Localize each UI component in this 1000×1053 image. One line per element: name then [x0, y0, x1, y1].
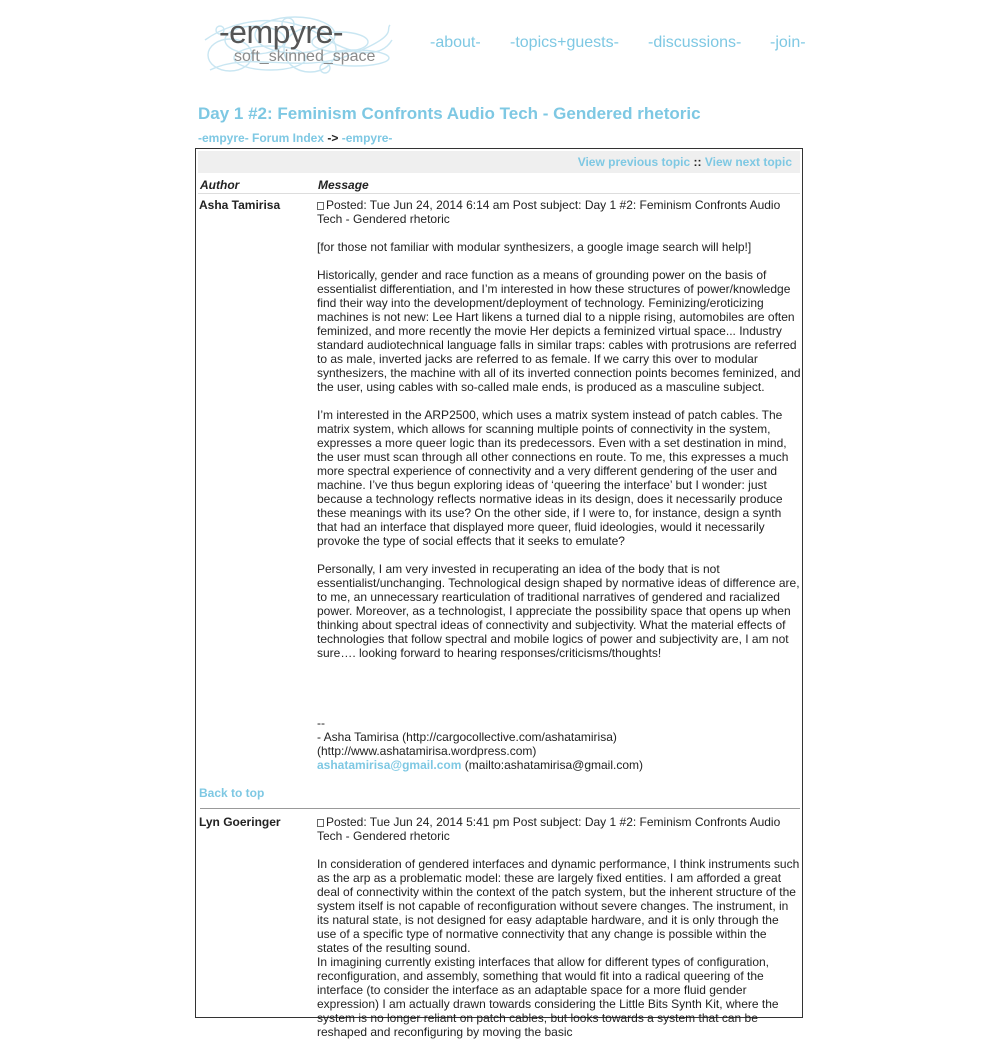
breadcrumb-forum-index[interactable]: -empyre- Forum Index: [198, 131, 325, 145]
post: [196, 815, 802, 1039]
nav-about-link[interactable]: -about-: [430, 34, 481, 51]
post-author: Lyn Goeringer: [199, 815, 281, 829]
post-paragraph: I’m interested in the ARP2500, which uses a matrix system instead of patch cables. The matrix system, which allows for scanning multiple points of connectivity in the system, expresses a more queer logic than its predecessors. Even with a set destination in mind, the user must scan through all other connections en route. To me, this expresses a much more spectral experience of connectivity and a very different gendering of the user and machine. I’ve thus begun exploring ideas of ‘queering the interface’ but I wonder: just because a technology reflects normative ideas in its design, does it necessarily produce these meanings with its use? On the other side, if I were to, for instance, design a synth that had an interface that displayed more queer, fluid ideologies, would it necessarily provoke the type of social effects that it seeks to emulate?: [317, 408, 789, 548]
view-next-topic-link[interactable]: View next topic: [704, 155, 792, 169]
signature: [317, 716, 801, 772]
site-logo[interactable]: [200, 10, 395, 80]
post-paragraph: In consideration of gendered interfaces and dynamic performance, I think instruments such as the arp as a problematic model: these are largely fixed entities. I am afforded a great deal of connectivity within the context of the patch system, but the inherent structure of the system itself is not capable of reconfiguration without severe changes. The instrument, in its natural state, is not designed for easy adaptable hardware, and it is only through the use of a specific type of normative connectivity that any change is possible within the states of the resulting sound.: [317, 857, 800, 955]
post-date-subject: Posted: Tue Jun 24, 2014 5:41 pm Post subject: Day 1 #2: Feminism Confronts Audio Tech - Gendered rhetoric: [317, 815, 781, 843]
view-previous-topic-link[interactable]: View previous topic: [577, 155, 691, 169]
post-author: Asha Tamirisa: [199, 198, 281, 212]
post-spacer-block: [317, 674, 801, 716]
signature-line: - Asha Tamirisa (http://cargocollective.com/ashatamirisa) (http://www.ashatamirisa.wordpress.com): [317, 730, 617, 758]
column-header-author: Author: [200, 178, 240, 192]
topic-container: [195, 148, 803, 1039]
topic-title[interactable]: Day 1 #2: Feminism Confronts Audio Tech - Gendered rhetoric: [198, 104, 701, 123]
post-divider: [200, 808, 800, 809]
column-headers: [198, 177, 800, 194]
post-paragraph: Historically, gender and race function as a means of grounding power on the basis of essentialist differentiation, and I’m interested in how these structures of power/knowledge find their way into the development/deployment of technology. Feminizing/eroticizing machines is not new: Lee Hart likens a turned dial to a nipple rising, automobiles are often feminized, and more recently the movie Her depicts a feminized virtual space... Industry standard audiotechnical language falls in similar traps: cables with protrusions are referred to as male, inverted jacks are referred to as female. If we carry this over to modular synthesizers, the machine with all of its inverted connection points becomes feminized, and the user, using cables with so-called male ends, is produced as a masculine subject.: [317, 268, 801, 394]
column-header-message: Message: [318, 178, 369, 192]
signature-dash: --: [317, 716, 325, 730]
nav-topics-guests-link[interactable]: -topics+guests-: [510, 34, 619, 51]
post: [196, 198, 802, 788]
signature-mailto: (mailto:ashatamirisa@gmail.com): [461, 758, 643, 772]
post-header: [317, 198, 801, 226]
post-paragraph: [for those not familiar with modular synthesizers, a google image search will help!]: [317, 240, 752, 254]
breadcrumb-forum[interactable]: -empyre-: [341, 131, 393, 145]
post-icon[interactable]: [317, 202, 324, 210]
breadcrumb-separator: ->: [327, 131, 339, 145]
back-to-top-link[interactable]: Back to top: [199, 786, 265, 800]
post-date-subject: Posted: Tue Jun 24, 2014 6:14 am Post subject: Day 1 #2: Feminism Confronts Audio Tech - Gendered rhetoric: [317, 198, 781, 226]
logo-subtitle: soft_skinned_space: [234, 48, 376, 65]
nav-join-link[interactable]: -join-: [770, 34, 806, 51]
topic-navigation-bar: [198, 151, 800, 173]
post-message: [317, 815, 801, 1053]
post-header: [317, 815, 801, 843]
signature-email-line: [317, 758, 801, 772]
post-message: [317, 198, 801, 772]
post-icon[interactable]: [317, 819, 324, 827]
breadcrumb: [198, 131, 392, 145]
signature-email-link[interactable]: ashatamirisa@gmail.com: [317, 758, 462, 772]
topic-nav-separator: ::: [693, 155, 702, 169]
logo-title: -empyre-: [219, 14, 344, 50]
nav-discussions-link[interactable]: -discussions-: [648, 34, 742, 51]
post-paragraph: Personally, I am very invested in recuperating an idea of the body that is not essentialist/unchanging. Technological design shaped by normative ideas of difference are, to me, an unnecessary rearticulation of traditional narratives of gendered and racialized power. Moreover, as a technologist, I appreciate the possibility space that opens up when thinking about spectral ideas of connectivity and subjectivity. What the material effects of technologies that follow spectral and mobile logics of power and subjectivity are, I am not sure…. looking forward to hearing responses/criticisms/thoughts!: [317, 562, 800, 660]
post-paragraph: In imagining currently existing interfaces that allow for different types of configuration, reconfiguration, and assembly, something that would fit into a radical queering of the interface (to consider the interface as an adaptable space for a more fluid gender expression) I am actually drawn towards considering the Little Bits Synth Kit, where the system is no longer reliant on patch cables, but looks towards a system that can be reshaped and reconfiguring by moving the basic: [317, 955, 779, 1039]
